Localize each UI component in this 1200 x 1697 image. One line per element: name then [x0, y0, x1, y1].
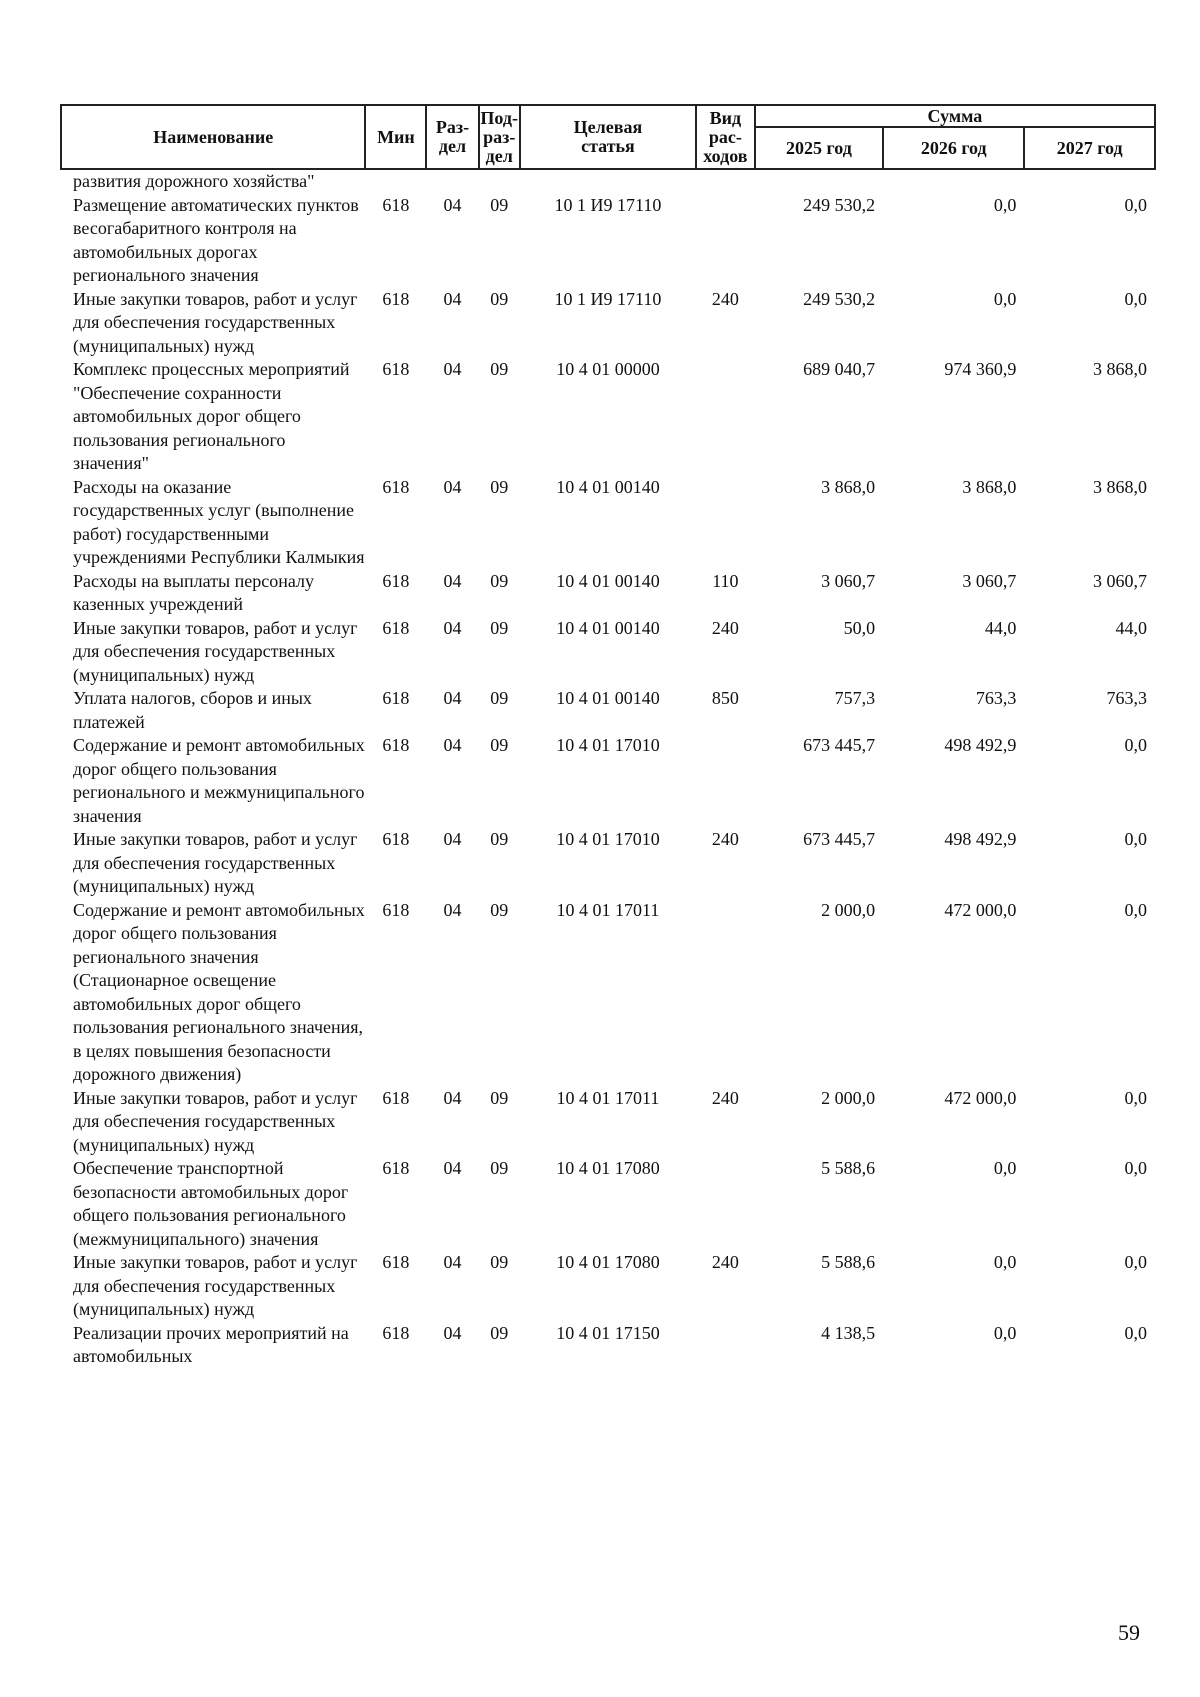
- cell-podrazdel: 09: [490, 1252, 509, 1272]
- cell-2025: 689 040,7: [803, 359, 876, 379]
- cell-vid: [696, 734, 755, 828]
- budget-table-page: [60, 104, 1156, 1369]
- cell-2025: [755, 169, 883, 194]
- cell-vid: 240: [711, 288, 739, 309]
- cell-vid: [696, 1157, 755, 1251]
- cell-min: 618: [382, 1087, 410, 1108]
- cell-razdel: 04: [443, 829, 462, 849]
- cell-min: 618: [382, 359, 410, 379]
- cell-razdel: 04: [443, 476, 462, 497]
- cell-podrazdel: 09: [490, 899, 509, 920]
- cell-2026: 472 000,0: [944, 1087, 1017, 1108]
- cell-min: 618: [382, 194, 410, 215]
- cell-vid: [696, 476, 755, 570]
- cell-2026: 498 492,9: [944, 829, 1017, 849]
- cell-podrazdel: 09: [490, 288, 509, 309]
- cell-celevaya: 10 1 И9 17110: [554, 288, 662, 309]
- cell-razdel: 04: [443, 1252, 462, 1272]
- cell-2026: 0,0: [993, 288, 1017, 309]
- cell-celevaya: 10 4 01 00140: [556, 617, 660, 638]
- cell-2025: 2 000,0: [821, 1087, 876, 1108]
- cell-name: Уплата налогов, сборов и иных платежей: [73, 688, 312, 732]
- table-row: [61, 358, 1155, 476]
- table-body: [61, 169, 1155, 1369]
- cell-podrazdel: 09: [490, 735, 509, 755]
- cell-2027: 0,0: [1124, 194, 1147, 215]
- cell-celevaya: [520, 169, 696, 194]
- cell-min: 618: [382, 288, 410, 309]
- cell-2027: 3 868,0: [1093, 476, 1147, 497]
- table-row: [61, 899, 1155, 1087]
- cell-vid: [696, 169, 755, 194]
- cell-2025: 673 445,7: [803, 735, 876, 755]
- table-row: [61, 687, 1155, 734]
- cell-min: 618: [382, 735, 410, 755]
- cell-vid: 240: [711, 1252, 739, 1272]
- cell-min: 618: [382, 899, 410, 920]
- cell-2027: 0,0: [1124, 899, 1147, 920]
- table-row: [61, 1322, 1155, 1369]
- cell-name: Расходы на оказание государственных услуг (выполнение работ) государственными учреждениями Республики Калмыкия: [73, 476, 365, 567]
- header-podrazdel: Под- раз- дел: [479, 105, 520, 169]
- cell-2025: 249 530,2: [803, 194, 876, 215]
- table-row: [61, 617, 1155, 688]
- cell-min: 618: [382, 1322, 410, 1343]
- cell-2027: 0,0: [1124, 1322, 1147, 1343]
- table-row: [61, 1087, 1155, 1158]
- cell-podrazdel: 09: [490, 570, 509, 591]
- cell-name: Комплекс процессных мероприятий "Обеспечение сохранности автомобильных дорог общего пользования регионального значения": [73, 359, 350, 473]
- table-row: [61, 828, 1155, 899]
- cell-min: [365, 169, 426, 194]
- cell-2026: 472 000,0: [944, 899, 1017, 920]
- cell-razdel: 04: [443, 570, 462, 591]
- cell-2026: 3 868,0: [962, 476, 1017, 497]
- cell-name: Содержание и ремонт автомобильных дорог общего пользования регионального и межмуниципального значения: [73, 735, 365, 826]
- cell-podrazdel: 09: [490, 829, 509, 849]
- page-number: 59: [1118, 1620, 1140, 1645]
- cell-2025: 5 588,6: [821, 1158, 876, 1178]
- cell-2025: 5 588,6: [821, 1252, 876, 1272]
- table-row: [61, 570, 1155, 617]
- cell-2025: 673 445,7: [803, 829, 876, 849]
- table-row: [61, 1251, 1155, 1322]
- cell-celevaya: 10 4 01 17010: [556, 735, 660, 755]
- cell-vid: 240: [711, 829, 739, 849]
- cell-name: Размещение автоматических пунктов весогабаритного контроля на автомобильных дорогах регионального значения: [73, 194, 359, 285]
- cell-2025: 2 000,0: [821, 899, 876, 920]
- cell-min: 618: [382, 617, 410, 638]
- cell-podrazdel: 09: [490, 1158, 509, 1178]
- cell-2025: 249 530,2: [803, 288, 876, 309]
- cell-razdel: 04: [443, 194, 462, 215]
- cell-2026: 0,0: [993, 194, 1017, 215]
- cell-name: Содержание и ремонт автомобильных дорог общего пользования регионального значения (Стационарное освещение автомобильных дорог общего пользования регионального значения, в целях повышения безопасности дорожного движения): [73, 899, 365, 1084]
- cell-2026: 763,3: [975, 688, 1017, 708]
- cell-2027: 3 060,7: [1093, 570, 1147, 591]
- cell-name: Иные закупки товаров, работ и услуг для обеспечения государственных (муниципальных) нужд: [73, 617, 358, 685]
- cell-celevaya: 10 4 01 17080: [556, 1158, 660, 1178]
- cell-podrazdel: 09: [490, 1322, 509, 1343]
- cell-razdel: 04: [443, 688, 462, 708]
- cell-razdel: 04: [443, 899, 462, 920]
- cell-min: 618: [382, 570, 410, 591]
- cell-razdel: 04: [443, 1322, 462, 1343]
- cell-razdel: 04: [443, 617, 462, 638]
- table-header: [61, 105, 1155, 169]
- cell-min: 618: [382, 829, 410, 849]
- header-celevaya: Целевая статья: [520, 105, 696, 169]
- cell-2026: [883, 169, 1024, 194]
- cell-celevaya: 10 4 01 17010: [556, 829, 660, 849]
- cell-vid: 240: [711, 1087, 739, 1108]
- header-year-2027: 2027 год: [1024, 127, 1155, 169]
- cell-2027: 0,0: [1124, 1252, 1147, 1272]
- cell-2026: 498 492,9: [944, 735, 1017, 755]
- cell-2027: 0,0: [1124, 288, 1147, 309]
- cell-celevaya: 10 4 01 00140: [556, 476, 660, 497]
- cell-2027: 763,3: [1106, 688, 1147, 708]
- header-year-2026: 2026 год: [883, 127, 1024, 169]
- cell-name: Расходы на выплаты персоналу казенных учреждений: [73, 570, 314, 614]
- cell-2025: 50,0: [843, 617, 876, 638]
- cell-name: Иные закупки товаров, работ и услуг для обеспечения государственных (муниципальных) нужд: [73, 829, 358, 896]
- header-min: Мин: [365, 105, 426, 169]
- cell-2026: 974 360,9: [944, 359, 1017, 379]
- cell-2026: 0,0: [993, 1322, 1017, 1343]
- cell-2027: 3 868,0: [1093, 359, 1147, 379]
- cell-podrazdel: 09: [490, 688, 509, 708]
- cell-celevaya: 10 4 01 17150: [556, 1322, 660, 1343]
- cell-celevaya: 10 4 01 00140: [556, 570, 660, 591]
- cell-2025: 3 868,0: [821, 476, 876, 497]
- cell-vid: [696, 194, 755, 288]
- cell-name: Иные закупки товаров, работ и услуг для обеспечения государственных (муниципальных) нужд: [73, 1087, 358, 1155]
- header-summa: Сумма: [755, 105, 1155, 127]
- table-row: [61, 169, 1155, 194]
- cell-min: 618: [382, 1158, 410, 1178]
- cell-2026: 0,0: [993, 1252, 1017, 1272]
- cell-2027: 44,0: [1115, 617, 1147, 638]
- cell-2027: 0,0: [1124, 735, 1147, 755]
- cell-name: Иные закупки товаров, работ и услуг для обеспечения государственных (муниципальных) нужд: [73, 288, 358, 356]
- cell-celevaya: 10 1 И9 17110: [554, 194, 662, 215]
- cell-podrazdel: 09: [490, 359, 509, 379]
- cell-2026: 44,0: [984, 617, 1017, 638]
- cell-2027: 0,0: [1124, 1087, 1147, 1108]
- cell-celevaya: 10 4 01 17080: [556, 1252, 660, 1272]
- budget-table: [60, 104, 1156, 1369]
- cell-vid: 850: [711, 688, 739, 708]
- header-vid: Вид рас- ходов: [696, 105, 755, 169]
- cell-razdel: 04: [443, 359, 462, 379]
- header-name: Наименование: [61, 105, 365, 169]
- table-row: [61, 194, 1155, 288]
- cell-razdel: 04: [443, 1087, 462, 1108]
- cell-2025: 3 060,7: [821, 570, 876, 591]
- cell-celevaya: 10 4 01 17011: [556, 1087, 660, 1108]
- cell-vid: [696, 358, 755, 476]
- table-row: [61, 734, 1155, 828]
- cell-vid: 110: [712, 570, 739, 591]
- cell-vid: 240: [711, 617, 739, 638]
- cell-name: Реализации прочих мероприятий на автомобильных: [73, 1322, 349, 1366]
- cell-2026: 3 060,7: [962, 570, 1017, 591]
- cell-2027: 0,0: [1124, 829, 1147, 849]
- cell-vid: [696, 1322, 755, 1369]
- cell-2025: 757,3: [834, 688, 876, 708]
- table-row: [61, 476, 1155, 570]
- cell-min: 618: [382, 688, 410, 708]
- cell-2027: [1024, 169, 1155, 194]
- cell-2027: 0,0: [1124, 1158, 1147, 1178]
- cell-podrazdel: [479, 169, 520, 194]
- cell-razdel: [426, 169, 478, 194]
- table-row: [61, 288, 1155, 359]
- cell-podrazdel: 09: [490, 1087, 509, 1108]
- cell-2025: 4 138,5: [821, 1322, 876, 1343]
- cell-podrazdel: 09: [490, 617, 509, 638]
- cell-min: 618: [382, 1252, 410, 1272]
- cell-celevaya: 10 4 01 17011: [556, 899, 660, 920]
- cell-podrazdel: 09: [490, 476, 509, 497]
- cell-razdel: 04: [443, 735, 462, 755]
- cell-name: Иные закупки товаров, работ и услуг для обеспечения государственных (муниципальных) нужд: [73, 1252, 358, 1319]
- cell-name: Обеспечение транспортной безопасности автомобильных дорог общего пользования регионального (межмуниципального) значения: [73, 1158, 349, 1249]
- cell-name: развития дорожного хозяйства": [73, 171, 315, 191]
- cell-vid: [696, 899, 755, 1087]
- header-year-2025: 2025 год: [755, 127, 883, 169]
- cell-podrazdel: 09: [490, 194, 509, 215]
- cell-celevaya: 10 4 01 00000: [556, 359, 660, 379]
- table-row: [61, 1157, 1155, 1251]
- cell-razdel: 04: [443, 1158, 462, 1178]
- header-razdel: Раз- дел: [426, 105, 478, 169]
- cell-celevaya: 10 4 01 00140: [556, 688, 660, 708]
- cell-razdel: 04: [443, 288, 462, 309]
- cell-2026: 0,0: [993, 1158, 1017, 1178]
- cell-min: 618: [382, 476, 410, 497]
